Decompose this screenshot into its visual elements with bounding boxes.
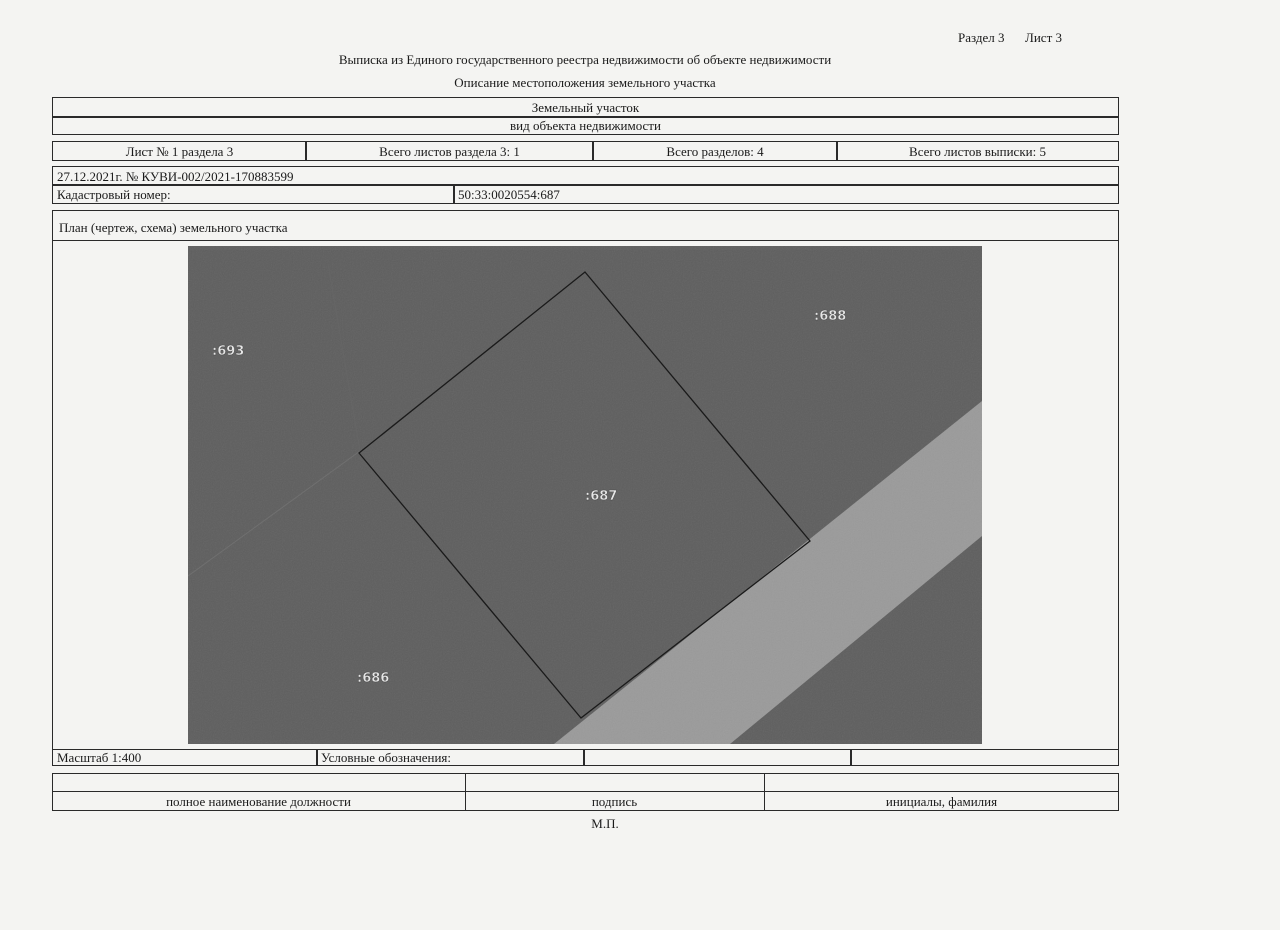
section-ref: Раздел 3	[958, 30, 1005, 45]
neighbor-label-688: :688	[814, 309, 847, 324]
neighbor-label-693: :693	[212, 344, 245, 359]
record-date-number: 27.12.2021г. № КУВИ-002/2021-170883599	[52, 166, 1119, 186]
parcel-label: :687	[585, 489, 618, 504]
sheet-number: Лист № 1 раздела 3	[52, 141, 307, 161]
legend-cell-2	[850, 749, 1119, 766]
total-sheets-extract: Всего листов выписки: 5	[836, 141, 1119, 161]
signature-name-caption: инициалы, фамилия	[885, 794, 998, 809]
document-subtitle: Описание местоположения земельного участка	[454, 75, 716, 90]
cadastral-value: 50:33:0020554:687	[453, 184, 1119, 204]
object-type: Земельный участок	[52, 97, 1119, 118]
neighbor-label-686: :686	[357, 671, 390, 686]
page-reference	[958, 30, 1062, 46]
total-sheets-section: Всего листов раздела 3: 1	[305, 141, 594, 161]
object-type-caption: вид объекта недвижимости	[52, 116, 1119, 135]
stamp-place: М.П.	[591, 816, 619, 831]
total-sections: Всего разделов: 4	[592, 141, 838, 161]
plan-caption-divider	[52, 240, 1119, 241]
map-scale: Масштаб 1:400	[52, 749, 318, 766]
sheet-ref: Лист 3	[1025, 30, 1063, 45]
document-title: Выписка из Единого государственного реестра недвижимости об объекте недвижимости	[338, 52, 832, 67]
signature-position-caption: полное наименование должности	[166, 794, 351, 809]
plan-caption: План (чертеж, схема) земельного участка	[59, 220, 288, 235]
legend-cell-1	[583, 749, 852, 766]
signature-divider	[52, 791, 1119, 792]
parcel-map	[188, 246, 982, 744]
signature-signature-caption: подпись	[591, 794, 638, 809]
cadastral-label: Кадастровый номер:	[52, 184, 455, 204]
legend-label: Условные обозначения:	[316, 749, 585, 766]
